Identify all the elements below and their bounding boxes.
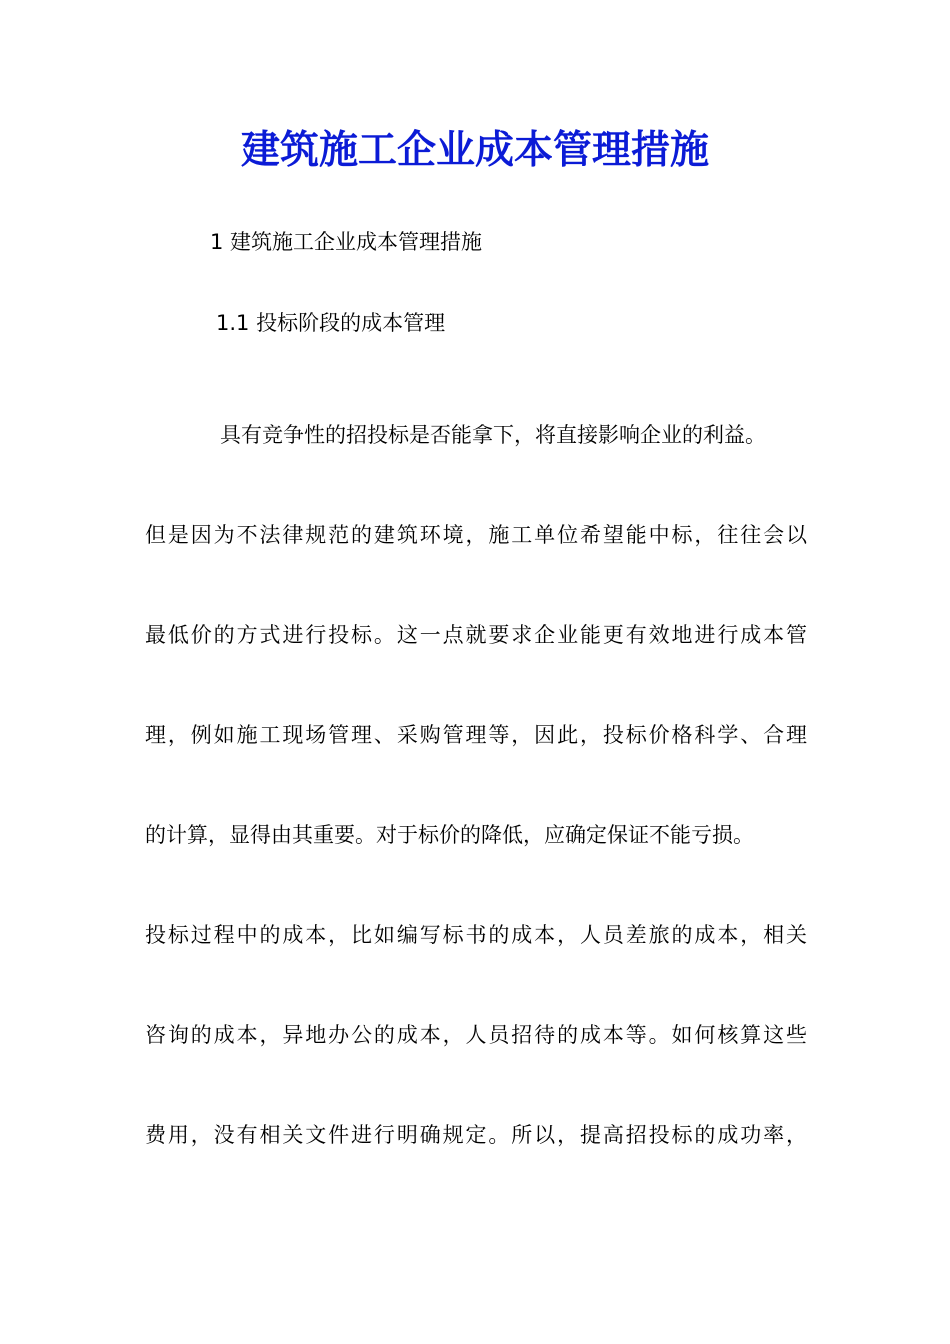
paragraph-line-8: 费用，没有相关文件进行明确规定。所以，提高招投标的成功率， <box>145 1123 807 1147</box>
body-paragraph <box>145 385 807 1185</box>
paragraph-line-3: 最低价的方式进行投标。这一点就要求企业能更有效地进行成本管 <box>145 623 807 647</box>
paragraph-line-4: 理，例如施工现场管理、采购管理等，因此，投标价格科学、合理 <box>145 723 807 747</box>
paragraph-line-7: 咨询的成本，异地办公的成本，人员招待的成本等。如何核算这些 <box>145 1023 807 1047</box>
section-heading-1: 1 建筑施工企业成本管理措施 <box>210 230 483 254</box>
paragraph-line-1: 具有竞争性的招投标是否能拿下，将直接影响企业的利益。 <box>220 423 766 447</box>
section-heading-1-1: 1.1 投标阶段的成本管理 <box>216 311 446 335</box>
paragraph-line-5: 的计算，显得由其重要。对于标价的降低，应确定保证不能亏损。 <box>145 823 754 847</box>
paragraph-line-2: 但是因为不法律规范的建筑环境，施工单位希望能中标，往往会以 <box>145 523 807 547</box>
document-title: 建筑施工企业成本管理措施 <box>240 127 709 173</box>
paragraph-line-6: 投标过程中的成本，比如编写标书的成本，人员差旅的成本，相关 <box>145 923 807 947</box>
